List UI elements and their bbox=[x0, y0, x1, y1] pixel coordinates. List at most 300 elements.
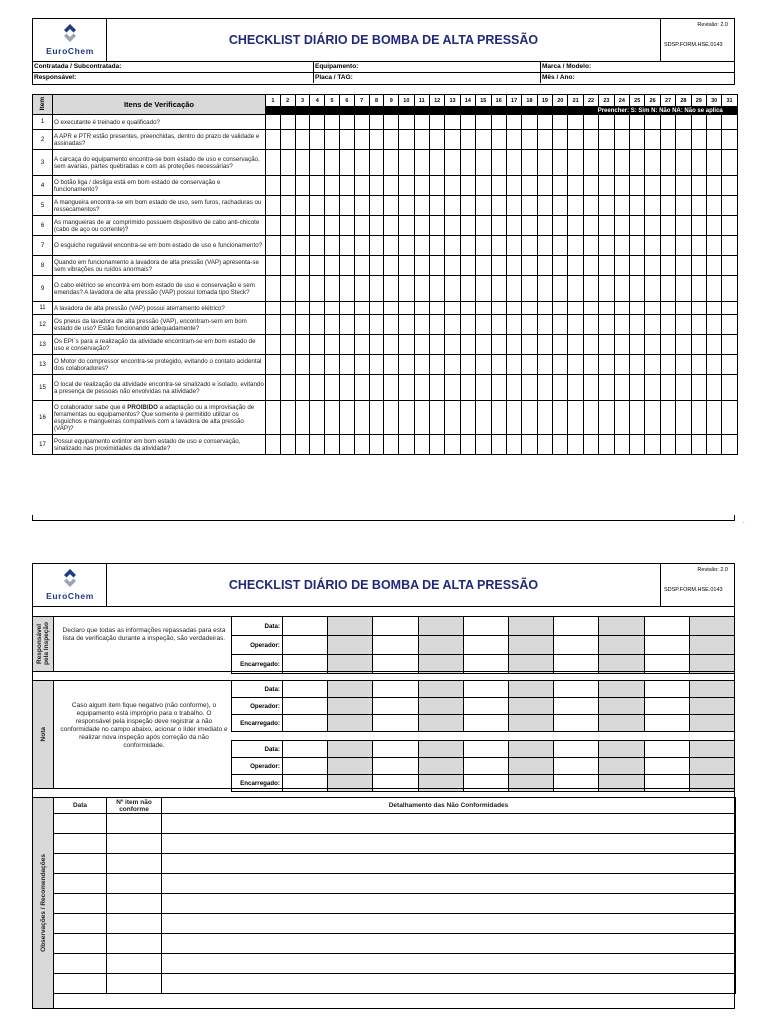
day-check-cell[interactable] bbox=[280, 335, 295, 355]
day-check-cell[interactable] bbox=[384, 335, 399, 355]
day-check-cell[interactable] bbox=[706, 176, 721, 196]
day-check-cell[interactable] bbox=[506, 256, 521, 276]
day-check-cell[interactable] bbox=[706, 276, 721, 302]
day-check-cell[interactable] bbox=[445, 435, 460, 455]
day-check-cell[interactable] bbox=[676, 276, 691, 302]
day-check-cell[interactable] bbox=[553, 375, 568, 401]
obs-item-cell[interactable] bbox=[107, 894, 162, 914]
day-check-cell[interactable] bbox=[660, 375, 675, 401]
day-check-cell[interactable] bbox=[339, 150, 354, 176]
day-check-cell[interactable] bbox=[553, 435, 568, 455]
signature-cell[interactable] bbox=[689, 758, 734, 775]
day-check-cell[interactable] bbox=[476, 216, 491, 236]
signature-cell[interactable] bbox=[283, 617, 328, 636]
day-check-cell[interactable] bbox=[537, 216, 552, 236]
day-check-cell[interactable] bbox=[460, 216, 475, 236]
day-check-cell[interactable] bbox=[354, 256, 369, 276]
day-check-cell[interactable] bbox=[722, 236, 737, 256]
signature-cell[interactable] bbox=[373, 715, 418, 732]
day-check-cell[interactable] bbox=[429, 375, 444, 401]
day-check-cell[interactable] bbox=[445, 276, 460, 302]
signature-cell[interactable] bbox=[283, 698, 328, 715]
day-check-cell[interactable] bbox=[295, 401, 310, 435]
day-check-cell[interactable] bbox=[414, 216, 429, 236]
day-check-cell[interactable] bbox=[491, 115, 506, 130]
day-check-cell[interactable] bbox=[280, 216, 295, 236]
day-check-cell[interactable] bbox=[553, 355, 568, 375]
day-check-cell[interactable] bbox=[645, 401, 660, 435]
signature-cell[interactable] bbox=[508, 741, 553, 758]
day-check-cell[interactable] bbox=[476, 130, 491, 150]
day-check-cell[interactable] bbox=[325, 256, 340, 276]
day-check-cell[interactable] bbox=[339, 216, 354, 236]
day-check-cell[interactable] bbox=[599, 196, 614, 216]
day-check-cell[interactable] bbox=[384, 130, 399, 150]
day-check-cell[interactable] bbox=[583, 355, 598, 375]
signature-cell[interactable] bbox=[283, 715, 328, 732]
day-check-cell[interactable] bbox=[522, 115, 537, 130]
day-check-cell[interactable] bbox=[691, 435, 706, 455]
day-check-cell[interactable] bbox=[722, 176, 737, 196]
day-check-cell[interactable] bbox=[280, 176, 295, 196]
day-check-cell[interactable] bbox=[553, 216, 568, 236]
day-check-cell[interactable] bbox=[266, 276, 281, 302]
day-check-cell[interactable] bbox=[280, 130, 295, 150]
day-check-cell[interactable] bbox=[369, 196, 384, 216]
day-check-cell[interactable] bbox=[614, 302, 629, 315]
day-check-cell[interactable] bbox=[414, 375, 429, 401]
day-check-cell[interactable] bbox=[676, 302, 691, 315]
day-check-cell[interactable] bbox=[429, 216, 444, 236]
day-check-cell[interactable] bbox=[280, 236, 295, 256]
day-check-cell[interactable] bbox=[476, 335, 491, 355]
day-check-cell[interactable] bbox=[491, 375, 506, 401]
day-check-cell[interactable] bbox=[506, 355, 521, 375]
day-check-cell[interactable] bbox=[722, 302, 737, 315]
day-check-cell[interactable] bbox=[676, 236, 691, 256]
day-check-cell[interactable] bbox=[460, 335, 475, 355]
day-check-cell[interactable] bbox=[722, 435, 737, 455]
day-check-cell[interactable] bbox=[522, 375, 537, 401]
obs-item-cell[interactable] bbox=[107, 834, 162, 854]
day-check-cell[interactable] bbox=[599, 236, 614, 256]
day-check-cell[interactable] bbox=[384, 256, 399, 276]
day-check-cell[interactable] bbox=[476, 315, 491, 335]
day-check-cell[interactable] bbox=[568, 355, 583, 375]
day-check-cell[interactable] bbox=[280, 115, 295, 130]
day-check-cell[interactable] bbox=[280, 375, 295, 401]
day-check-cell[interactable] bbox=[645, 176, 660, 196]
day-check-cell[interactable] bbox=[399, 315, 414, 335]
day-check-cell[interactable] bbox=[660, 355, 675, 375]
day-check-cell[interactable] bbox=[614, 256, 629, 276]
signature-cell[interactable] bbox=[508, 758, 553, 775]
signature-cell[interactable] bbox=[599, 636, 644, 655]
day-check-cell[interactable] bbox=[354, 176, 369, 196]
day-check-cell[interactable] bbox=[429, 150, 444, 176]
day-check-cell[interactable] bbox=[599, 216, 614, 236]
day-check-cell[interactable] bbox=[414, 150, 429, 176]
day-check-cell[interactable] bbox=[310, 130, 325, 150]
day-check-cell[interactable] bbox=[583, 216, 598, 236]
day-check-cell[interactable] bbox=[630, 276, 645, 302]
day-check-cell[interactable] bbox=[445, 335, 460, 355]
day-check-cell[interactable] bbox=[630, 115, 645, 130]
day-check-cell[interactable] bbox=[522, 130, 537, 150]
day-check-cell[interactable] bbox=[506, 115, 521, 130]
day-check-cell[interactable] bbox=[722, 355, 737, 375]
day-check-cell[interactable] bbox=[660, 196, 675, 216]
day-check-cell[interactable] bbox=[583, 401, 598, 435]
day-check-cell[interactable] bbox=[706, 130, 721, 150]
day-check-cell[interactable] bbox=[537, 150, 552, 176]
day-check-cell[interactable] bbox=[522, 236, 537, 256]
day-check-cell[interactable] bbox=[706, 355, 721, 375]
day-check-cell[interactable] bbox=[369, 401, 384, 435]
day-check-cell[interactable] bbox=[445, 355, 460, 375]
signature-cell[interactable] bbox=[644, 636, 689, 655]
day-check-cell[interactable] bbox=[310, 115, 325, 130]
day-check-cell[interactable] bbox=[310, 256, 325, 276]
day-check-cell[interactable] bbox=[676, 335, 691, 355]
day-check-cell[interactable] bbox=[399, 401, 414, 435]
day-check-cell[interactable] bbox=[414, 130, 429, 150]
day-check-cell[interactable] bbox=[676, 375, 691, 401]
signature-cell[interactable] bbox=[328, 698, 373, 715]
day-check-cell[interactable] bbox=[445, 315, 460, 335]
day-check-cell[interactable] bbox=[691, 355, 706, 375]
day-check-cell[interactable] bbox=[384, 401, 399, 435]
day-check-cell[interactable] bbox=[491, 236, 506, 256]
day-check-cell[interactable] bbox=[568, 435, 583, 455]
signature-cell[interactable] bbox=[644, 681, 689, 698]
day-check-cell[interactable] bbox=[722, 150, 737, 176]
obs-date-cell[interactable] bbox=[54, 894, 107, 914]
signature-cell[interactable] bbox=[373, 617, 418, 636]
day-check-cell[interactable] bbox=[445, 302, 460, 315]
day-check-cell[interactable] bbox=[691, 130, 706, 150]
day-check-cell[interactable] bbox=[522, 435, 537, 455]
day-check-cell[interactable] bbox=[384, 355, 399, 375]
signature-cell[interactable] bbox=[508, 636, 553, 655]
day-check-cell[interactable] bbox=[310, 315, 325, 335]
day-check-cell[interactable] bbox=[429, 236, 444, 256]
signature-cell[interactable] bbox=[554, 617, 599, 636]
day-check-cell[interactable] bbox=[325, 130, 340, 150]
day-check-cell[interactable] bbox=[599, 150, 614, 176]
day-check-cell[interactable] bbox=[537, 335, 552, 355]
day-check-cell[interactable] bbox=[266, 176, 281, 196]
day-check-cell[interactable] bbox=[614, 401, 629, 435]
day-check-cell[interactable] bbox=[522, 196, 537, 216]
day-check-cell[interactable] bbox=[369, 256, 384, 276]
day-check-cell[interactable] bbox=[630, 435, 645, 455]
day-check-cell[interactable] bbox=[491, 176, 506, 196]
obs-item-cell[interactable] bbox=[107, 954, 162, 974]
day-check-cell[interactable] bbox=[537, 115, 552, 130]
day-check-cell[interactable] bbox=[325, 276, 340, 302]
day-check-cell[interactable] bbox=[339, 302, 354, 315]
day-check-cell[interactable] bbox=[553, 256, 568, 276]
day-check-cell[interactable] bbox=[676, 216, 691, 236]
day-check-cell[interactable] bbox=[310, 276, 325, 302]
day-check-cell[interactable] bbox=[295, 276, 310, 302]
day-check-cell[interactable] bbox=[429, 355, 444, 375]
day-check-cell[interactable] bbox=[325, 375, 340, 401]
day-check-cell[interactable] bbox=[676, 355, 691, 375]
day-check-cell[interactable] bbox=[645, 335, 660, 355]
signature-cell[interactable] bbox=[644, 715, 689, 732]
day-check-cell[interactable] bbox=[583, 130, 598, 150]
day-check-cell[interactable] bbox=[537, 355, 552, 375]
signature-cell[interactable] bbox=[328, 758, 373, 775]
day-check-cell[interactable] bbox=[630, 302, 645, 315]
day-check-cell[interactable] bbox=[325, 115, 340, 130]
day-check-cell[interactable] bbox=[399, 176, 414, 196]
day-check-cell[interactable] bbox=[614, 216, 629, 236]
day-check-cell[interactable] bbox=[660, 335, 675, 355]
signature-cell[interactable] bbox=[373, 636, 418, 655]
plate-field[interactable]: Placa / TAG: bbox=[313, 73, 540, 83]
day-check-cell[interactable] bbox=[506, 276, 521, 302]
day-check-cell[interactable] bbox=[614, 315, 629, 335]
obs-detail-cell[interactable] bbox=[162, 814, 736, 834]
day-check-cell[interactable] bbox=[399, 130, 414, 150]
signature-cell[interactable] bbox=[689, 636, 734, 655]
day-check-cell[interactable] bbox=[676, 315, 691, 335]
day-check-cell[interactable] bbox=[630, 216, 645, 236]
day-check-cell[interactable] bbox=[491, 335, 506, 355]
day-check-cell[interactable] bbox=[280, 401, 295, 435]
signature-cell[interactable] bbox=[689, 741, 734, 758]
day-check-cell[interactable] bbox=[583, 176, 598, 196]
day-check-cell[interactable] bbox=[553, 236, 568, 256]
obs-date-cell[interactable] bbox=[54, 814, 107, 834]
day-check-cell[interactable] bbox=[354, 115, 369, 130]
day-check-cell[interactable] bbox=[537, 375, 552, 401]
day-check-cell[interactable] bbox=[460, 115, 475, 130]
day-check-cell[interactable] bbox=[339, 315, 354, 335]
day-check-cell[interactable] bbox=[691, 276, 706, 302]
day-check-cell[interactable] bbox=[568, 315, 583, 335]
day-check-cell[interactable] bbox=[460, 150, 475, 176]
day-check-cell[interactable] bbox=[645, 302, 660, 315]
day-check-cell[interactable] bbox=[354, 196, 369, 216]
day-check-cell[interactable] bbox=[384, 150, 399, 176]
day-check-cell[interactable] bbox=[399, 196, 414, 216]
day-check-cell[interactable] bbox=[414, 302, 429, 315]
signature-cell[interactable] bbox=[554, 636, 599, 655]
day-check-cell[interactable] bbox=[630, 236, 645, 256]
day-check-cell[interactable] bbox=[491, 196, 506, 216]
day-check-cell[interactable] bbox=[583, 115, 598, 130]
day-check-cell[interactable] bbox=[537, 196, 552, 216]
day-check-cell[interactable] bbox=[706, 115, 721, 130]
day-check-cell[interactable] bbox=[369, 335, 384, 355]
day-check-cell[interactable] bbox=[568, 302, 583, 315]
day-check-cell[interactable] bbox=[568, 236, 583, 256]
day-check-cell[interactable] bbox=[691, 302, 706, 315]
day-check-cell[interactable] bbox=[384, 276, 399, 302]
day-check-cell[interactable] bbox=[537, 302, 552, 315]
day-check-cell[interactable] bbox=[722, 115, 737, 130]
day-check-cell[interactable] bbox=[295, 355, 310, 375]
day-check-cell[interactable] bbox=[339, 256, 354, 276]
day-check-cell[interactable] bbox=[476, 435, 491, 455]
signature-cell[interactable] bbox=[689, 715, 734, 732]
day-check-cell[interactable] bbox=[310, 335, 325, 355]
day-check-cell[interactable] bbox=[583, 196, 598, 216]
signature-cell[interactable] bbox=[599, 715, 644, 732]
day-check-cell[interactable] bbox=[706, 315, 721, 335]
day-check-cell[interactable] bbox=[295, 302, 310, 315]
day-check-cell[interactable] bbox=[553, 196, 568, 216]
obs-item-cell[interactable] bbox=[107, 914, 162, 934]
day-check-cell[interactable] bbox=[630, 176, 645, 196]
signature-cell[interactable] bbox=[644, 758, 689, 775]
day-check-cell[interactable] bbox=[722, 256, 737, 276]
day-check-cell[interactable] bbox=[599, 176, 614, 196]
day-check-cell[interactable] bbox=[676, 115, 691, 130]
day-check-cell[interactable] bbox=[583, 256, 598, 276]
day-check-cell[interactable] bbox=[568, 176, 583, 196]
obs-detail-cell[interactable] bbox=[162, 874, 736, 894]
day-check-cell[interactable] bbox=[491, 302, 506, 315]
signature-cell[interactable] bbox=[418, 681, 463, 698]
day-check-cell[interactable] bbox=[295, 176, 310, 196]
day-check-cell[interactable] bbox=[599, 435, 614, 455]
day-check-cell[interactable] bbox=[706, 216, 721, 236]
day-check-cell[interactable] bbox=[384, 302, 399, 315]
day-check-cell[interactable] bbox=[460, 176, 475, 196]
day-check-cell[interactable] bbox=[295, 236, 310, 256]
day-check-cell[interactable] bbox=[676, 196, 691, 216]
day-check-cell[interactable] bbox=[295, 216, 310, 236]
day-check-cell[interactable] bbox=[339, 276, 354, 302]
obs-date-cell[interactable] bbox=[54, 854, 107, 874]
day-check-cell[interactable] bbox=[676, 435, 691, 455]
day-check-cell[interactable] bbox=[522, 276, 537, 302]
signature-cell[interactable] bbox=[599, 741, 644, 758]
day-check-cell[interactable] bbox=[660, 236, 675, 256]
day-check-cell[interactable] bbox=[414, 435, 429, 455]
day-check-cell[interactable] bbox=[399, 216, 414, 236]
day-check-cell[interactable] bbox=[445, 256, 460, 276]
obs-item-cell[interactable] bbox=[107, 934, 162, 954]
day-check-cell[interactable] bbox=[645, 150, 660, 176]
day-check-cell[interactable] bbox=[369, 115, 384, 130]
day-check-cell[interactable] bbox=[445, 115, 460, 130]
day-check-cell[interactable] bbox=[722, 401, 737, 435]
day-check-cell[interactable] bbox=[599, 375, 614, 401]
day-check-cell[interactable] bbox=[460, 236, 475, 256]
day-check-cell[interactable] bbox=[722, 335, 737, 355]
day-check-cell[interactable] bbox=[599, 315, 614, 335]
day-check-cell[interactable] bbox=[414, 355, 429, 375]
signature-cell[interactable] bbox=[418, 715, 463, 732]
signature-cell[interactable] bbox=[463, 698, 508, 715]
day-check-cell[interactable] bbox=[568, 375, 583, 401]
day-check-cell[interactable] bbox=[522, 355, 537, 375]
day-check-cell[interactable] bbox=[429, 335, 444, 355]
day-check-cell[interactable] bbox=[506, 315, 521, 335]
day-check-cell[interactable] bbox=[553, 302, 568, 315]
day-check-cell[interactable] bbox=[295, 196, 310, 216]
day-check-cell[interactable] bbox=[537, 315, 552, 335]
day-check-cell[interactable] bbox=[476, 256, 491, 276]
day-check-cell[interactable] bbox=[660, 276, 675, 302]
day-check-cell[interactable] bbox=[325, 401, 340, 435]
day-check-cell[interactable] bbox=[630, 375, 645, 401]
day-check-cell[interactable] bbox=[384, 236, 399, 256]
equipment-field[interactable]: Equipamento: bbox=[313, 62, 540, 72]
day-check-cell[interactable] bbox=[369, 435, 384, 455]
day-check-cell[interactable] bbox=[537, 401, 552, 435]
day-check-cell[interactable] bbox=[691, 176, 706, 196]
signature-cell[interactable] bbox=[418, 698, 463, 715]
day-check-cell[interactable] bbox=[280, 276, 295, 302]
signature-cell[interactable] bbox=[599, 617, 644, 636]
day-check-cell[interactable] bbox=[583, 150, 598, 176]
day-check-cell[interactable] bbox=[706, 150, 721, 176]
day-check-cell[interactable] bbox=[266, 435, 281, 455]
day-check-cell[interactable] bbox=[660, 176, 675, 196]
day-check-cell[interactable] bbox=[369, 176, 384, 196]
day-check-cell[interactable] bbox=[399, 355, 414, 375]
day-check-cell[interactable] bbox=[553, 401, 568, 435]
signature-cell[interactable] bbox=[599, 698, 644, 715]
obs-date-cell[interactable] bbox=[54, 934, 107, 954]
day-check-cell[interactable] bbox=[429, 130, 444, 150]
contractor-field[interactable]: Contratada / Subcontratada: bbox=[34, 63, 122, 70]
day-check-cell[interactable] bbox=[491, 355, 506, 375]
signature-cell[interactable] bbox=[644, 698, 689, 715]
day-check-cell[interactable] bbox=[706, 302, 721, 315]
day-check-cell[interactable] bbox=[506, 196, 521, 216]
day-check-cell[interactable] bbox=[630, 256, 645, 276]
day-check-cell[interactable] bbox=[506, 435, 521, 455]
day-check-cell[interactable] bbox=[429, 196, 444, 216]
day-check-cell[interactable] bbox=[310, 150, 325, 176]
day-check-cell[interactable] bbox=[691, 375, 706, 401]
day-check-cell[interactable] bbox=[325, 216, 340, 236]
day-check-cell[interactable] bbox=[522, 315, 537, 335]
day-check-cell[interactable] bbox=[630, 355, 645, 375]
day-check-cell[interactable] bbox=[553, 335, 568, 355]
day-check-cell[interactable] bbox=[460, 315, 475, 335]
day-check-cell[interactable] bbox=[491, 130, 506, 150]
day-check-cell[interactable] bbox=[706, 435, 721, 455]
signature-cell[interactable] bbox=[373, 698, 418, 715]
day-check-cell[interactable] bbox=[414, 315, 429, 335]
day-check-cell[interactable] bbox=[354, 375, 369, 401]
day-check-cell[interactable] bbox=[369, 130, 384, 150]
day-check-cell[interactable] bbox=[553, 315, 568, 335]
signature-cell[interactable] bbox=[283, 758, 328, 775]
day-check-cell[interactable] bbox=[691, 150, 706, 176]
day-check-cell[interactable] bbox=[266, 335, 281, 355]
day-check-cell[interactable] bbox=[660, 315, 675, 335]
day-check-cell[interactable] bbox=[583, 302, 598, 315]
brand-model-field[interactable]: Marca / Modelo: bbox=[540, 62, 734, 72]
day-check-cell[interactable] bbox=[706, 375, 721, 401]
day-check-cell[interactable] bbox=[310, 355, 325, 375]
day-check-cell[interactable] bbox=[460, 130, 475, 150]
day-check-cell[interactable] bbox=[310, 176, 325, 196]
day-check-cell[interactable] bbox=[660, 302, 675, 315]
day-check-cell[interactable] bbox=[614, 335, 629, 355]
signature-cell[interactable] bbox=[328, 636, 373, 655]
